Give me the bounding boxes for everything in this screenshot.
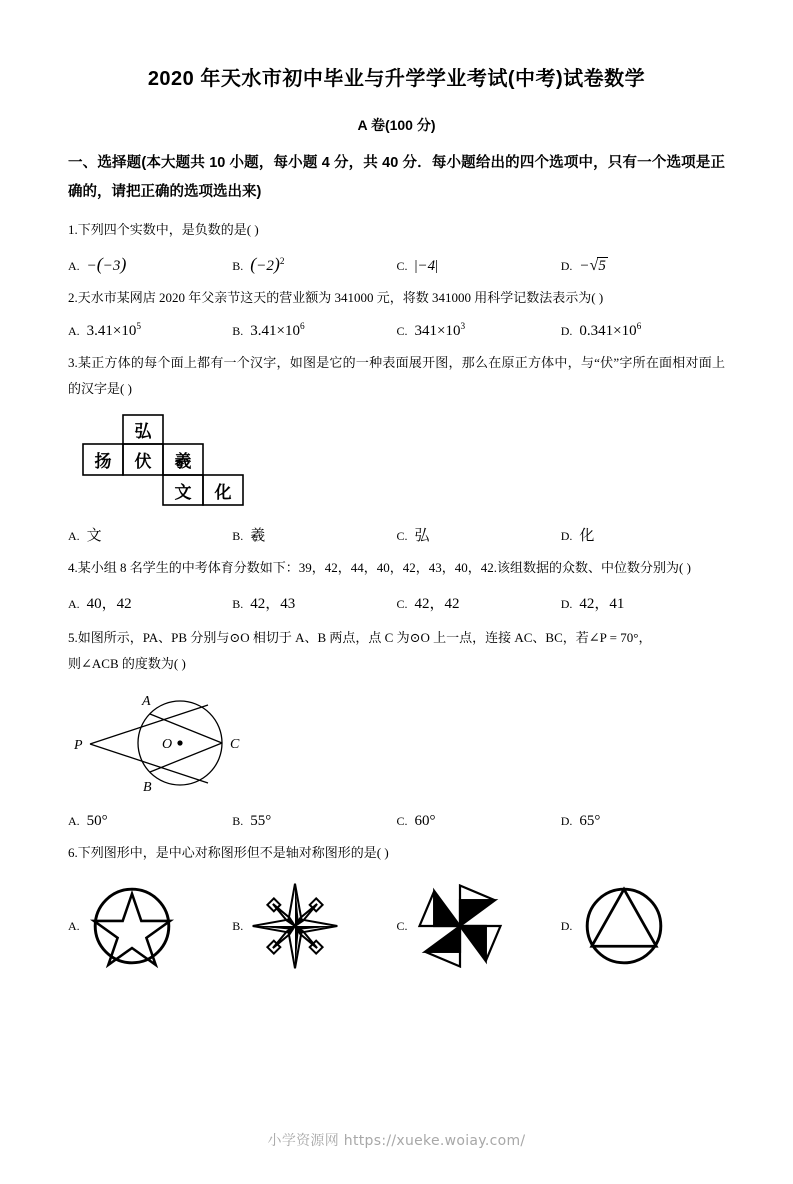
question-5-stem-line2: 则∠ACB 的度数为( ) [68, 656, 186, 671]
option-value: $341\times 10^3$ [414, 322, 466, 339]
option-value: 42，41 [579, 596, 625, 612]
option-letter: B. [232, 529, 244, 543]
option-letter: C. [396, 324, 408, 338]
option-value: $(-2)^2$ [250, 254, 285, 274]
option-1-D[interactable] [561, 257, 725, 275]
circle-tangent-svg [68, 687, 268, 797]
option-5-B[interactable] [232, 813, 396, 830]
option-letter: D. [560, 259, 573, 273]
option-letter: C. [396, 597, 408, 611]
page-subtitle: A 卷(100 分) [357, 117, 436, 133]
option-value: |−4| [414, 258, 439, 274]
option-value: 文 [86, 528, 102, 544]
net-char-fu: 伏 [134, 452, 152, 472]
option-letter: C. [396, 529, 408, 543]
star-in-circle-icon [86, 880, 178, 972]
label-C: C [230, 737, 240, 752]
option-letter: B. [232, 597, 244, 611]
center-dot-O [177, 740, 182, 745]
option-2-B[interactable] [232, 322, 396, 340]
question-1-options [68, 254, 725, 275]
option-value: $0.341\times 10^6$ [579, 322, 642, 339]
option-letter: A. [68, 529, 80, 543]
option-4-D[interactable] [561, 592, 725, 613]
option-letter: D. [560, 597, 573, 611]
net-char-yang: 扬 [94, 452, 112, 472]
option-value: − √ 5 [579, 257, 606, 274]
option-letter: A. [68, 918, 80, 933]
option-letter: A. [68, 324, 80, 338]
option-value: 化 [579, 528, 595, 544]
option-letter: C. [396, 918, 408, 933]
chord-BC [150, 743, 222, 772]
option-letter: B. [232, 324, 244, 338]
section-heading: 一、选择题(本大题共 10 小题，每小题 4 分，共 40 分．每小题给出的四个选项中，只有一个选项是正确的，请把正确的选项选出来) [68, 155, 725, 200]
option-2-C[interactable] [397, 322, 561, 340]
option-letter: A. [68, 259, 80, 273]
tangent-line-PA [90, 705, 208, 744]
option-value: $3.41\times 10^5$ [86, 322, 142, 339]
net-char-wen: 文 [174, 483, 192, 503]
net-char-xi: 羲 [174, 452, 192, 472]
option-3-A[interactable] [68, 524, 232, 545]
option-1-B[interactable] [232, 254, 396, 275]
option-3-C[interactable] [397, 524, 561, 545]
option-4-A[interactable] [68, 592, 232, 613]
label-B: B [143, 780, 152, 795]
option-1-A[interactable] [68, 254, 232, 275]
cube-net-figure [82, 414, 725, 506]
pinwheel-icon [414, 880, 506, 972]
option-letter: A. [68, 814, 80, 828]
option-6-B[interactable] [232, 880, 396, 972]
option-6-C[interactable] [397, 880, 561, 972]
option-value: 40，42 [86, 596, 132, 612]
option-letter: B. [232, 814, 244, 828]
option-4-B[interactable] [232, 592, 396, 613]
option-5-C[interactable] [397, 813, 561, 830]
question-3-options [68, 524, 725, 545]
question-5-stem-line1: 5.如图所示，PA、PB 分别与⊙O 相切于 A、B 两点，点 C 为⊙O 上一点，连接 AC、BC，若∠P = 70°， [68, 630, 652, 645]
question-5-options [68, 813, 725, 830]
question-1-stem: 1.下列四个实数中，是负数的是( ) [68, 222, 259, 237]
option-letter: D. [560, 529, 573, 543]
option-letter: B. [232, 918, 244, 933]
question-4-stem: 4.某小组 8 名学生的中考体育分数如下：39，42，44，40，42，43，40，42.该组数据的众数、中位数分别为( ) [68, 560, 691, 575]
option-6-A[interactable] [68, 880, 232, 972]
option-letter: D. [560, 324, 573, 338]
option-3-B[interactable] [232, 524, 396, 545]
label-P: P [74, 738, 83, 753]
option-5-D[interactable] [561, 813, 725, 830]
circle-tangent-figure [68, 687, 725, 797]
net-char-hua: 化 [214, 483, 232, 503]
net-char-hong: 弘 [134, 422, 152, 442]
option-letter: C. [396, 259, 408, 273]
option-value: 42，43 [250, 596, 296, 612]
watermark: 小学资源网 https://xueke.woiay.com/ [267, 1133, 526, 1149]
question-6-options [68, 880, 725, 972]
question-3-stem: 3.某正方体的每个面上都有一个汉字，如图是它的一种表面展开图，那么在原正方体中，与“伏”字所在面相对面上的汉字是( ) [68, 355, 725, 396]
question-6-stem: 6.下列图形中，是中心对称图形但不是轴对称图形的是( ) [68, 845, 389, 860]
question-2-stem: 2.天水市某网店 2020 年父亲节这天的营业额为 341000 元，将数 341000 用科学记数法表示为( ) [68, 290, 604, 305]
option-value: $3.41\times 10^6$ [250, 322, 305, 339]
question-2-options [68, 322, 725, 340]
tangent-line-PB [90, 744, 208, 783]
option-3-D[interactable] [561, 524, 725, 545]
option-1-C[interactable] [397, 258, 561, 275]
triangle-in-circle-icon [578, 880, 670, 972]
option-5-A[interactable] [68, 813, 232, 830]
option-value: 55° [250, 813, 272, 829]
option-letter: D. [560, 918, 573, 933]
option-6-D[interactable] [561, 880, 725, 972]
option-4-C[interactable] [397, 592, 561, 613]
option-value: 羲 [250, 528, 266, 544]
label-A: A [142, 694, 151, 709]
option-value: 50° [86, 813, 108, 829]
chord-AC [150, 714, 222, 743]
question-4-options [68, 592, 725, 613]
option-value: 弘 [414, 528, 430, 544]
option-letter: C. [396, 814, 408, 828]
option-letter: D. [560, 814, 573, 828]
option-letter: A. [68, 597, 80, 611]
exam-page [0, 62, 793, 1184]
option-value: −(−3) [86, 254, 127, 274]
option-value: 42，42 [414, 596, 460, 612]
cube-net-svg [82, 414, 257, 506]
label-O: O [162, 737, 173, 752]
option-2-A[interactable] [68, 322, 232, 340]
page-title: 2020 年天水市初中毕业与升学学业考试(中考)试卷数学 [147, 68, 646, 90]
option-value: 60° [414, 813, 436, 829]
option-2-D[interactable] [561, 322, 725, 340]
option-value: 65° [579, 813, 601, 829]
option-letter: B. [232, 259, 244, 273]
compass-rose-icon [249, 880, 341, 972]
